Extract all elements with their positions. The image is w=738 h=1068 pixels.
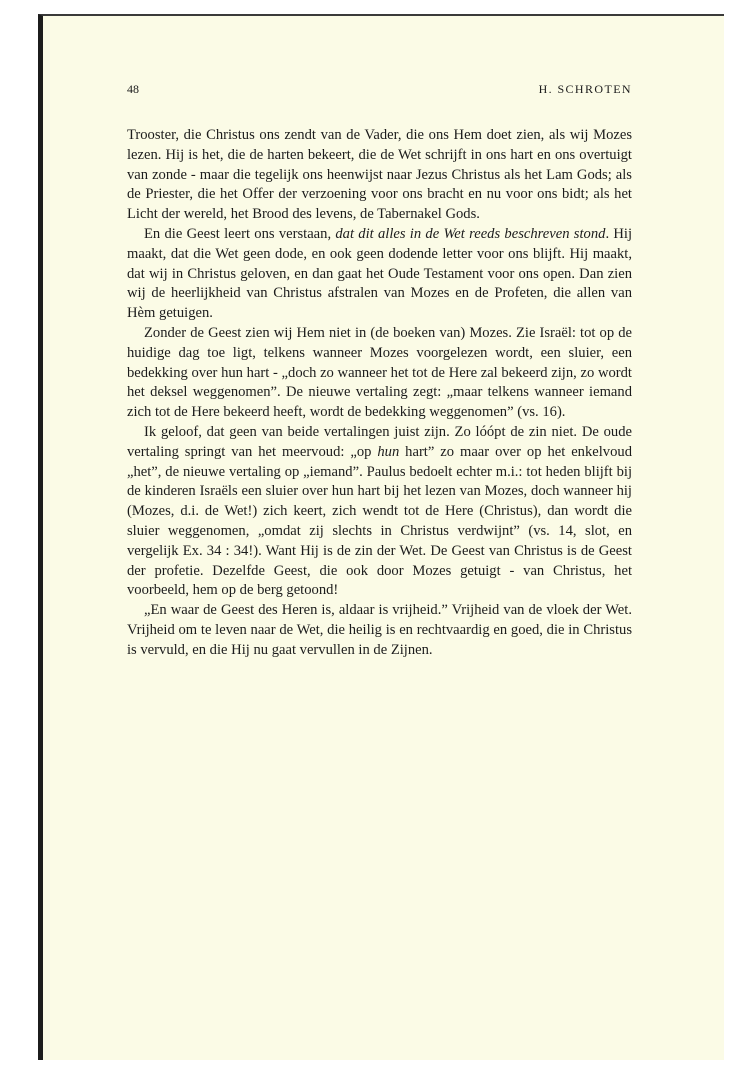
paragraph-4-text-b: hart” zo maar over op het enkelvoud „het”, de nieuwe vertaling op „iemand”. Paulus bedoelt echter m.i.: tot heden blijft bij de kinderen Israëls een sluier over hun hart bij het lezen van Mozes, doch wanneer hij (Mozes, d.i. de Wet!) zich keert, zich wendt tot de Here (Christus), dan wordt die sluier weggenomen, „omdat zij slechts in Christus verdwijnt” (vs. 14, slot, en vergelijk Ex. 34 : 34!). Want Hij is de zin der Wet. De Geest van Christus is de Geest der profetie. Dezelfde Geest, die ook door Mozes getuigt - van Christus, het voorbeeld, hem op de berg getoond! <box>127 443 632 599</box>
paragraph-4 <box>127 423 632 601</box>
paragraph-5 <box>127 601 632 660</box>
paragraph-5-text: „En waar de Geest des Heren is, aldaar is vrijheid.” Vrijheid van de vloek der Wet. Vrijheid om te leven naar de Wet, die heilig is en rechtvaardig en goed, die in Christus is vervuld, en die Hij nu gaat vervullen in de Zijnen. <box>127 602 632 658</box>
paragraph-1 <box>127 126 632 225</box>
body-text <box>127 126 632 661</box>
paragraph-3 <box>127 324 632 423</box>
running-title: H. SCHROTEN <box>538 82 632 96</box>
paragraph-2-text-b: . Hij maakt, dat die Wet geen dode, en ook geen dodende letter voor ons blijft. Hij maakt, dat wij in Christus geloven, en dan gaat het Oude Testament voor ons open. Dan zien wij de heerlijkheid van Christus afstralen van Mozes en de Profeten, die allen van Hèm getuigen. <box>127 225 633 322</box>
paragraph-4-italic: hun <box>377 443 400 460</box>
paragraph-4-text-a: Ik geloof, dat geen van beide vertalingen juist zijn. Zo lóópt de zin niet. De oude vertaling springt van het meervoud: „op <box>127 423 632 460</box>
paragraph-2-italic: dat dit alles in de Wet reeds beschreven stond <box>335 225 606 242</box>
paragraph-2-text-a: En die Geest leert ons verstaan, <box>144 225 336 242</box>
paragraph-1-text: Trooster, die Christus ons zendt van de Vader, die ons Hem doet zien, als wij Mozes lezen. Hij is het, die de harten bekeert, die de Wet schrijft in ons hart en ons overtuigt van zonde - maar die tegelijk ons heenwijst naar Jezus Christus als het Lam Gods; als de Priester, die het Offer der verzoening voor ons bracht en nu voor ons bidt; als het Licht der wereld, het Brood des levens, de Tabernakel Gods. <box>127 127 632 223</box>
page-number: 48 <box>127 82 139 96</box>
paragraph-3-text: Zonder de Geest zien wij Hem niet in (de boeken van) Mozes. Zie Israël: tot op de huidige dag toe ligt, telkens wanneer Mozes voorgelezen wordt, een sluier, een bedekking over hun hart - „doch zo wanneer het tot de Here zal bekeerd zijn, zo wordt het deksel weggenomen”. De nieuwe vertaling zegt: „maar telkens wanneer iemand zich tot de Here bekeerd heeft, wordt de bedekking weggenomen” (vs. 16). <box>127 324 632 421</box>
paragraph-2 <box>127 225 632 324</box>
